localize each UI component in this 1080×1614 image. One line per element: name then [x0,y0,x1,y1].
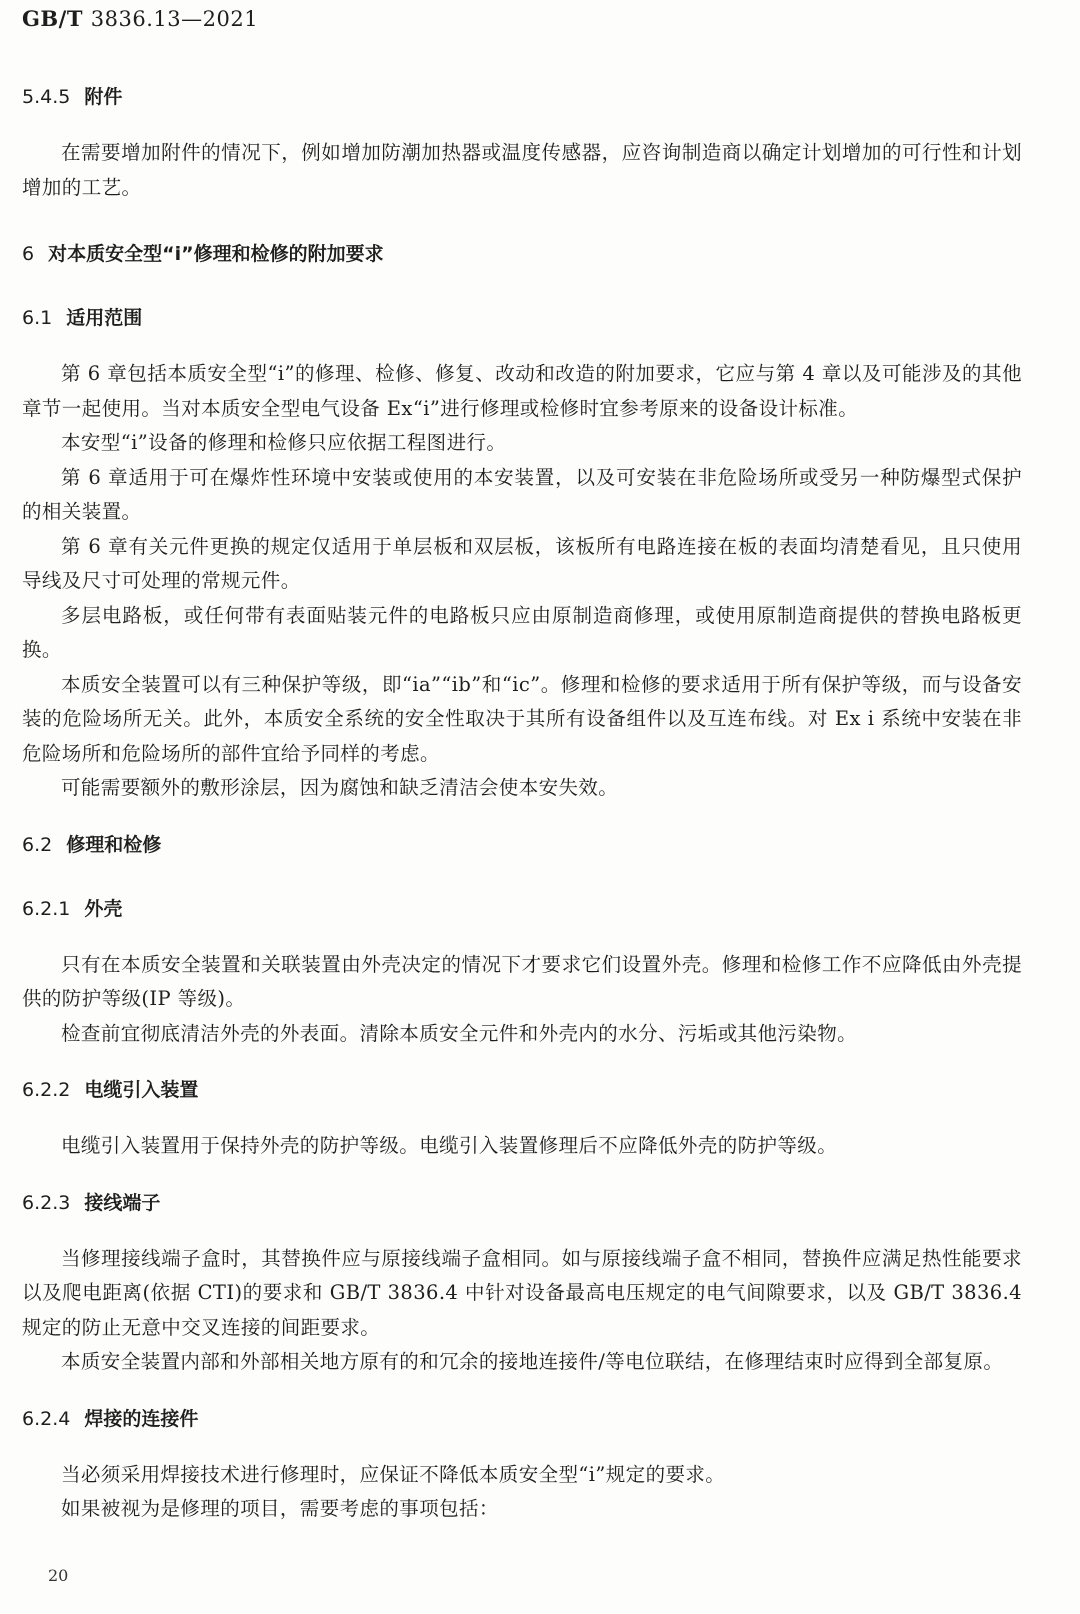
section-heading-6-2-1: 6.2.1 外壳 [22,897,123,920]
standard-header [22,6,258,31]
paragraph: 第 6 章适用于可在爆炸性环境中安装或使用的本安装置，以及可安装在非危险场所或受另一种防爆型式保护的相关装置。 [22,465,1022,523]
section-heading-6-2: 6.2 修理和检修 [22,833,162,856]
paragraph: 当必须采用焊接技术进行修理时，应保证不降低本质安全型“i”规定的要求。 [61,1462,726,1486]
paragraph: 本质安全装置可以有三种保护等级，即“ia”“ib”和“ic”。修理和检修的要求适用于所有保护等级，而与设备安装的危险场所无关。此外，本质安全系统的安全性取决于其所有设备组件以及互连布线。对 Ex i 系统中安装在非危险场所和危险场所的部件宜给予同样的考虑。 [22,672,1022,765]
paragraph: 本质安全装置内部和外部相关地方原有的和冗余的接地连接件/等电位联结，在修理结束时应得到全部复原。 [61,1350,1004,1373]
paragraph: 只有在本质安全装置和关联装置由外壳决定的情况下才要求它们设置外壳。修理和检修工作不应降低由外壳提供的防护等级(IP 等级)。 [22,952,1022,1010]
paragraph: 本安型“i”设备的修理和检修只应依据工程图进行。 [61,431,507,454]
section-heading-6-2-2: 6.2.2 电缆引入装置 [22,1079,199,1101]
section-heading-5-4-5: 5.4.5 附件 [22,86,123,108]
standard-prefix: GB/T [22,6,83,31]
section-heading-6-1: 6.1 适用范围 [22,307,143,329]
paragraph: 如果被视为是修理的项目，需要考虑的事项包括： [61,1497,499,1520]
paragraph: 第 6 章包括本质安全型“i”的修理、检修、修复、改动和改造的附加要求，它应与第 4 章以及可能涉及的其他章节一起使用。当对本质安全型电气设备 Ex“i”进行修理或检修时宜参考原来的设备设计标准。 [22,362,1022,420]
document-body [22,78,1022,1527]
paragraph: 第 6 章有关元件更换的规定仅适用于单层板和双层板，该板所有电路连接在板的表面均清楚看见，且只使用导线及尺寸可处理的常规元件。 [22,534,1022,592]
section-heading-6: 6 对本质安全型“i”修理和检修的附加要求 [22,243,384,265]
paragraph: 检查前宜彻底清洁外壳的外表面。清除本质安全元件和外壳内的水分、污垢或其他污染物。 [61,1021,858,1045]
paragraph: 多层电路板，或任何带有表面贴装元件的电路板只应由原制造商修理，或使用原制造商提供的替换电路板更换。 [22,603,1022,661]
paragraph: 可能需要额外的敷形涂层，因为腐蚀和缺乏清洁会使本安失效。 [61,776,619,799]
page-number: 20 [48,1566,69,1585]
paragraph: 电缆引入装置用于保持外壳的防护等级。电缆引入装置修理后不应降低外壳的防护等级。 [61,1134,838,1157]
section-heading-6-2-4: 6.2.4 焊接的连接件 [22,1407,199,1430]
paragraph: 在需要增加附件的情况下，例如增加防潮加热器或温度传感器，应咨询制造商以确定计划增加的可行性和计划增加的工艺。 [22,141,1022,199]
paragraph: 当修理接线端子盒时，其替换件应与原接线端子盒相同。如与原接线端子盒不相同，替换件应满足热性能要求以及爬电距离(依据 CTI)的要求和 GB/T 3836.4 中针对设备最高电压规定的电气间隙要求，以及 GB/T 3836.4 规定的防止无意中交叉连接的间距要求。 [22,1246,1022,1339]
standard-number: 3836.13—2021 [90,7,259,31]
section-heading-6-2-3: 6.2.3 接线端子 [22,1191,161,1214]
